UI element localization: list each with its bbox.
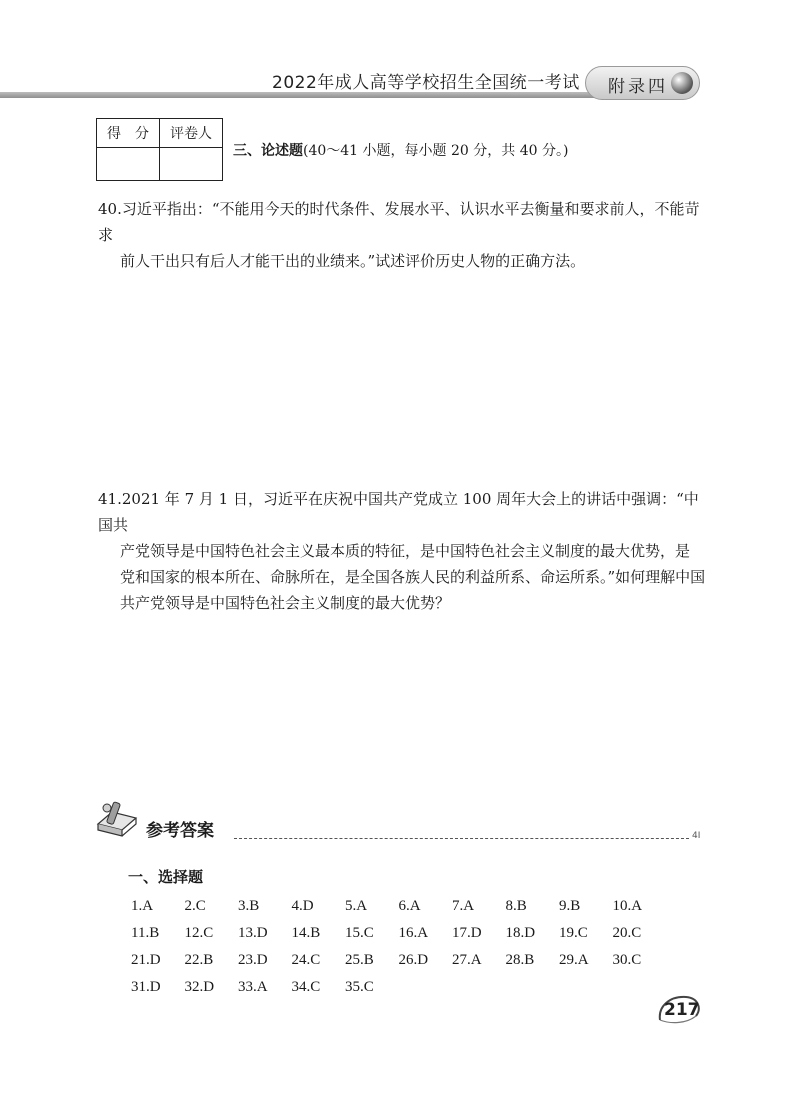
answer-cell: 4.D — [291, 898, 314, 914]
divider-tail-mark: 4I — [692, 831, 701, 841]
answer-cell: 30.C — [612, 952, 642, 968]
answer-cell: 27.A — [452, 952, 482, 968]
question-line: 40.习近平指出：“不能用今天的时代条件、发展水平、认识水平去衡量和要求前人，不能苛求 — [98, 200, 700, 244]
score-cell — [97, 148, 160, 181]
answer-cell: 2.C — [184, 898, 206, 914]
score-table — [96, 118, 223, 181]
answer-cell: 25.B — [345, 952, 374, 968]
answer-row — [131, 974, 691, 1001]
answer-cell: 9.B — [559, 898, 581, 914]
answer-cell: 31.D — [131, 979, 161, 995]
answer-cell: 10.A — [612, 898, 643, 914]
appendix-tab — [585, 66, 700, 100]
answer-cell: 13.D — [238, 925, 268, 941]
appendix-label: 附录四 — [608, 77, 668, 97]
answer-row — [131, 893, 691, 920]
answer-cell: 14.B — [291, 925, 321, 941]
answer-cell: 5.A — [345, 898, 368, 914]
score-header: 得 分 — [97, 119, 160, 148]
section-title: 三、论述题 — [233, 143, 303, 159]
answer-cell: 20.C — [612, 925, 642, 941]
section-heading — [233, 140, 568, 160]
answer-cell: 16.A — [398, 925, 429, 941]
pencil-notebook-icon — [96, 800, 140, 842]
answer-cell: 8.B — [505, 898, 527, 914]
answer-cell: 1.A — [131, 898, 154, 914]
answer-cell: 15.C — [345, 925, 374, 941]
question-41 — [98, 486, 708, 616]
answer-cell: 34.C — [291, 979, 321, 995]
multiple-choice-heading: 一、选择题 — [128, 868, 204, 886]
question-line: 41.2021 年 7 月 1 日，习近平在庆祝中国共产党成立 100 周年大会上的讲话中强调：“中国共 — [98, 490, 699, 534]
answer-key-header — [96, 800, 701, 850]
answer-cell: 29.A — [559, 952, 589, 968]
grader-cell — [160, 148, 223, 181]
question-line: 共产党领导是中国特色社会主义制度的最大优势？ — [120, 594, 451, 612]
answer-grid — [131, 893, 691, 1001]
page-header — [0, 62, 800, 100]
answer-row — [131, 947, 691, 974]
section-note: (40～41 小题，每小题 20 分，共 40 分。) — [303, 143, 569, 159]
answer-cell: 23.D — [238, 952, 268, 968]
answer-cell: 17.D — [452, 925, 482, 941]
answer-cell: 12.C — [184, 925, 214, 941]
dashed-divider — [234, 838, 689, 839]
answer-cell: 19.C — [559, 925, 588, 941]
answer-cell: 35.C — [345, 979, 374, 995]
answer-cell: 28.B — [505, 952, 535, 968]
answer-cell: 11.B — [131, 925, 160, 941]
exam-title: 2022年成人高等学校招生全国统一考试 — [272, 73, 580, 93]
answer-cell: 6.A — [398, 898, 421, 914]
question-line: 产党领导是中国特色社会主义最本质的特征，是中国特色社会主义制度的最大优势，是 — [120, 542, 691, 560]
question-line: 前人干出只有后人才能干出的业绩来。”试述评价历史人物的正确方法。 — [120, 252, 586, 270]
question-40 — [98, 196, 708, 274]
page-number-badge — [656, 992, 702, 1026]
answer-cell: 21.D — [131, 952, 161, 968]
answer-cell: 7.A — [452, 898, 475, 914]
answer-cell: 26.D — [398, 952, 429, 968]
page-number: 217 — [664, 1000, 700, 1020]
answer-cell: 22.B — [184, 952, 214, 968]
answer-cell: 3.B — [238, 898, 260, 914]
answer-cell: 33.A — [238, 979, 268, 995]
answer-key-title: 参考答案 — [146, 821, 214, 841]
question-line: 党和国家的根本所在、命脉所在，是全国各族人民的利益所系、命运所系。”如何理解中国 — [120, 568, 706, 586]
answer-cell: 32.D — [184, 979, 215, 995]
grader-header: 评卷人 — [160, 119, 223, 148]
circle-icon — [671, 72, 693, 94]
answer-row — [131, 920, 691, 947]
answer-cell: 18.D — [505, 925, 536, 941]
answer-cell: 24.C — [291, 952, 321, 968]
